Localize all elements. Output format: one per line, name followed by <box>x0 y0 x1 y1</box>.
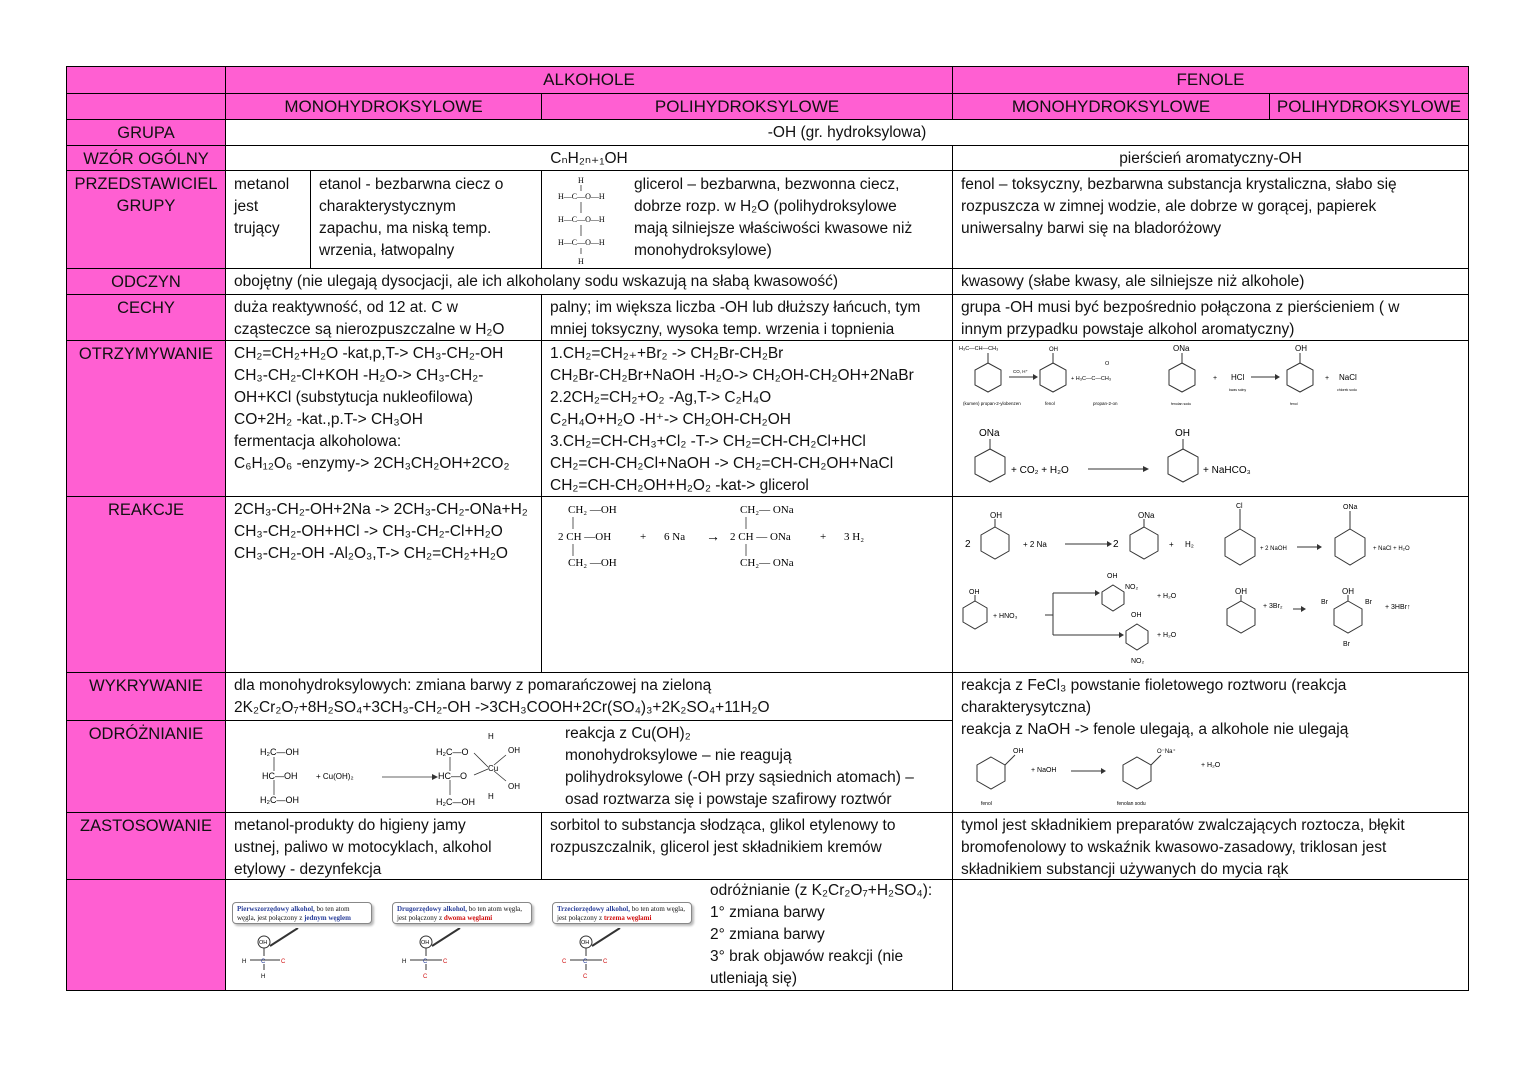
copper-glycerol-diagram <box>252 725 552 811</box>
oh-label: OH <box>990 511 1002 520</box>
odroznianie-line: osad roztwarza się i powstaje szafirowy roztwór <box>565 791 892 808</box>
oh-label: OH <box>508 746 520 755</box>
metanol-cell <box>225 170 311 269</box>
metanol-line: jest <box>234 198 259 215</box>
glycerol-h-top: H <box>578 176 584 185</box>
naoh-label: + 2 NaOH <box>1260 546 1287 552</box>
reakcje-line: CH₃-CH₂-OH -Al₂O₃,T-> CH₂=CH₂+H₂O <box>234 545 508 562</box>
fenol-line: fenol – toksyczny, bezbarwna substancja krystaliczna, słabo się <box>961 176 1397 193</box>
zastosowanie-line: tymol jest składnikiem preparatów zwalczających roztocza, błękit <box>961 817 1405 834</box>
coef-label: 2 <box>1113 539 1119 550</box>
label-cechy: CECHY <box>66 294 226 341</box>
comparison-table <box>66 66 1469 991</box>
odczyn-alkohole: obojętny (nie ulegają dysocjacji, ale ich alkoholany sodu wskazują na słabą kwasowość) <box>225 268 953 295</box>
label-odroznianie: ODRÓŻNIANIE <box>66 720 226 813</box>
nahco3-label: + NaHCO₃ <box>1203 465 1251 476</box>
otrzymywanie-line: 2.2CH₂=CH₂+O₂ -Ag,T-> C₂H₄O <box>550 389 772 406</box>
benzene-ring <box>1123 757 1151 789</box>
fenol-reactions-diagram <box>953 497 1468 672</box>
wzor-alkohole: CₙH₂ₙ₊₁OH <box>225 145 953 171</box>
coef-label: 2 <box>965 539 971 550</box>
ona-label: ONa <box>1138 511 1155 520</box>
benzene-ring <box>1334 601 1362 633</box>
plus-sign: + <box>820 531 827 543</box>
cechy-poli <box>541 294 953 341</box>
glicerol-line: glicerol – bezbarwna, bezwonna ciecz, <box>634 176 900 193</box>
cechy-line: palny; im większa liczba -OH lub dłuższy łańcuch, tym <box>550 299 921 316</box>
otrzymywanie-line: 1.CH₂=CH₂₊+Br₂ -> CH₂Br-CH₂Br <box>550 345 784 362</box>
card-em: jednym węglem <box>304 914 351 922</box>
wykrywanie-line: dla monohydroksylowych: zmiana barwy z pomarańczowej na zieloną <box>234 677 712 694</box>
odroznianie-line: reakcja z Cu(OH)₂ <box>565 725 691 742</box>
otrzymywanie-line: CO+2H₂ -kat.,p.T-> CH₃OH <box>234 411 423 428</box>
nacl-name: chlorek sodu <box>1337 388 1357 392</box>
c-label: C <box>261 959 266 965</box>
zastosowanie-line: ustnej, paliwo w motocyklach, alkohol <box>234 839 492 856</box>
oh-label: OH <box>1235 587 1247 596</box>
header-alkohole-poli: POLIHYDROKSYLOWE <box>541 93 953 120</box>
benzene-ring <box>977 757 1005 789</box>
otrzymywanie-line: CH₂Br-CH₂Br+NaOH -H₂O-> CH₂OH-CH₂OH+2NaBr <box>550 367 914 384</box>
benzene-ring <box>1040 363 1066 392</box>
card-text: bo ten atom węgla, jest połączony z <box>557 905 685 922</box>
rzedowosc-line: 3° brak objawów reakcji (nie <box>710 948 904 965</box>
cechy-line: grupa -OH musi być bezpośrednio połączona z pierścieniem ( w <box>961 299 1400 316</box>
h-label: H <box>488 732 494 741</box>
cechy-line: duża reaktywność, od 12 at. C w <box>234 299 459 316</box>
fenol-line: uniwersalny barwi się na bladoróżowy <box>961 220 1222 237</box>
glycerol-sodium-reaction <box>542 497 952 672</box>
plus-label: + <box>1213 375 1218 382</box>
glycerol-row: H—C—O—H <box>558 215 605 224</box>
fenolan-name: fenolan sodu <box>1171 402 1192 406</box>
wykrywanie-fenole-line: charakterysytczna) <box>961 699 1092 716</box>
fenol-synthesis-diagram <box>953 341 1468 496</box>
otrzymywanie-poli <box>541 340 953 497</box>
nacl-h2o-label: + NaCl + H₂O <box>1373 546 1410 552</box>
benzene-ring <box>1169 363 1195 392</box>
card-pierwszorzedowy <box>232 902 372 924</box>
header-corner-1 <box>66 66 226 94</box>
reakcje-line: 2CH₃-CH₂-OH+2Na -> 2CH₃-CH₂-ONa+H₂ <box>234 501 528 518</box>
label-reakcje: REAKCJE <box>66 496 226 673</box>
rzedowosc-line: 2° zmiana barwy <box>710 926 825 943</box>
formula-text: HC—O <box>438 771 467 781</box>
metanol-line: metanol <box>234 176 290 193</box>
label-przedstawiciel-line1: PRZEDSTAWICIEL <box>74 175 218 193</box>
otrzymywanie-fenole <box>952 340 1469 497</box>
benzene-ring <box>975 449 1005 482</box>
zastosowanie-fenole <box>952 812 1469 880</box>
etanol-line: charakterystycznym <box>319 198 456 215</box>
oh-label: OH <box>421 940 430 946</box>
plus-sign: + <box>640 531 647 543</box>
glycerol-h-bottom: H <box>578 257 584 266</box>
benzene-ring <box>1126 624 1148 650</box>
h2o-label: + H₂O <box>1201 762 1221 769</box>
glicerol-line: dobrze rozp. w H₂O (polihydroksylowe <box>634 198 897 215</box>
oh-label: OH <box>1131 612 1142 619</box>
formula-text: CH₂ —OH <box>568 557 617 569</box>
metanol-line: trujący <box>234 220 280 237</box>
cechy-fenole <box>952 294 1469 341</box>
zastosowanie-poli <box>541 812 953 880</box>
benzene-ring <box>1102 585 1124 611</box>
formula-text: HC—OH <box>262 771 298 781</box>
hcl-label: HCl <box>1231 373 1245 382</box>
header-corner-2 <box>66 93 226 120</box>
hcl-name: kwas solny <box>1229 388 1247 392</box>
c-label: C <box>423 974 428 980</box>
fenol-naoh-diagram <box>967 743 1267 809</box>
otrzymywanie-line: CH₃-CH₂-Cl+KOH -H₂O-> CH₃-CH₂- <box>234 367 484 384</box>
c-label: C <box>423 959 428 965</box>
otrzymywanie-line: OH+KCl (substytucja nukleofilowa) <box>234 389 474 406</box>
header-fenole-poli: POLIHYDROKSYLOWE <box>1269 93 1469 120</box>
otrzymywanie-line: CH₂=CH-CH₂Cl+NaOH -> CH₂=CH-CH₂OH+NaCl <box>550 455 894 472</box>
plus-label: + <box>1169 540 1174 549</box>
reakcje-mono <box>225 496 542 673</box>
acetone-label: + H₃C—C—CH₃ <box>1071 376 1112 382</box>
c-label: C <box>603 959 608 965</box>
formula-text: 3 H₂ <box>844 531 865 543</box>
formula-text: 2 CH — ONa <box>730 531 791 543</box>
zastosowanie-line: rozpuszczalnik, glicerol jest składnikiem kremów <box>550 839 882 856</box>
oh-label: OH <box>581 940 590 946</box>
label-empty-last <box>66 879 226 991</box>
card-em: trzema węglami <box>603 914 652 922</box>
glicerol-line: mają silniejsze właściwości kwasowe niż <box>634 220 913 237</box>
reakcje-poli <box>541 496 953 673</box>
h2o-label: + H₂O <box>1157 593 1177 600</box>
br2-label: + 3Br₂ <box>1263 603 1283 610</box>
co2-label: + CO₂ + H₂O <box>1011 465 1069 476</box>
rzedowosc-line: utleniają się) <box>710 970 798 987</box>
fenol-line: rozpuszcza w zimnej wodzie, ale dobrze w gorącej, papierek <box>961 198 1377 215</box>
card-text: bo ten atom węgla, jest połączony z <box>237 905 350 922</box>
c-label: C <box>443 959 448 965</box>
label-wykrywanie: WYKRYWANIE <box>66 672 226 721</box>
benzene-ring <box>963 601 987 629</box>
formula-text: CH₂— ONa <box>740 557 794 569</box>
h-label: H <box>488 792 494 801</box>
empty-fenole-last <box>952 879 1469 991</box>
oh-label: OH <box>1342 587 1354 596</box>
fenol-name: fenol <box>1045 401 1055 406</box>
rzedowosc-line: odróżnianie (z K₂Cr₂O₇+H₂SO₄): <box>710 882 933 899</box>
oh-label: OH <box>1049 347 1058 353</box>
card-em: dwoma węglami <box>443 914 493 922</box>
otrzymywanie-line: fermentacja alkoholowa: <box>234 433 402 450</box>
oh-label: OH <box>508 782 520 791</box>
reakcje-fenole <box>952 496 1469 673</box>
etanol-cell <box>310 170 542 269</box>
etanol-line: zapachu, ma niską temp. <box>319 220 492 237</box>
label-przedstawiciel <box>66 170 226 269</box>
propanon-name: propan-2-on <box>1093 401 1118 406</box>
cechy-line: cząsteczce są nierozpuszczalne w H₂O <box>234 321 505 338</box>
oh-label: OH <box>969 589 980 596</box>
odczyn-fenole: kwasowy (słabe kwasy, ale silniejsze niż alkohole) <box>952 268 1469 295</box>
odroznianie-line: polihydroksylowe (-OH przy sąsiednich atomach) – <box>565 769 914 786</box>
header-fenole: FENOLE <box>952 66 1469 94</box>
fenol-cell <box>952 170 1469 269</box>
benzene-ring <box>975 363 1001 392</box>
otrzymywanie-mono <box>225 340 542 497</box>
wykrywanie-fenole-line: reakcja z FeCl₃ powstanie fioletowego roztworu (reakcja <box>961 677 1347 694</box>
zastosowanie-line: sorbitol to substancja słodząca, glikol etylenowy to <box>550 817 896 834</box>
header-alkohole: ALKOHOLE <box>225 66 953 94</box>
label-grupa: GRUPA <box>66 119 226 146</box>
oh-label: OH <box>1013 748 1024 755</box>
br-label: Br <box>1321 599 1328 606</box>
c-label: C <box>562 959 567 965</box>
label-zastosowanie: ZASTOSOWANIE <box>66 812 226 880</box>
ona-label: ONa <box>1173 344 1190 353</box>
zastosowanie-line: bromofenolowy to wskaźnik kwasowo-zasadowy, triklosan jest <box>961 839 1387 856</box>
label-wzor: WZÓR OGÓLNY <box>66 145 226 171</box>
glicerol-cell <box>541 170 953 269</box>
reakcje-line: CH₃-CH₂-OH+HCl -> CH₃-CH₂-Cl+H₂O <box>234 523 503 540</box>
formula-text: 6 Na <box>664 531 686 543</box>
card-trzeciorzedowy <box>552 902 692 924</box>
cu-label: Cu <box>488 764 499 773</box>
ona-label: ONa <box>1343 504 1358 511</box>
benzene-ring <box>1225 529 1255 565</box>
no2-label: NO₂ <box>1131 658 1145 665</box>
glycerol-row: H—C—O—H <box>558 192 605 201</box>
reaction-arrow: → <box>706 530 720 545</box>
oh-label: OH <box>1107 573 1118 580</box>
oh-label: OH <box>259 940 268 946</box>
odroznianie-fenole-line: reakcja z NaOH -> fenole ulegają, a alkohole nie ulegają <box>961 721 1349 738</box>
c-label: C <box>583 974 588 980</box>
formula-text: H₂C—OH <box>260 795 299 805</box>
wykrywanie-odroznianie-fenole <box>952 672 1469 813</box>
cechy-line: mniej toksyczny, wysoka temp. wrzenia i topnienia <box>550 321 895 338</box>
otrzymywanie-line: 3.CH₂=CH-CH₃+Cl₂ -T-> CH₂=CH-CH₂Cl+HCl <box>550 433 866 450</box>
etanol-line: etanol - bezbarwna ciecz o <box>319 176 504 193</box>
h2o-label: + H₂O <box>1157 632 1177 639</box>
benzene-ring <box>1335 529 1365 565</box>
benzene-ring <box>1287 363 1313 392</box>
fenol-name: fenol <box>1290 402 1298 406</box>
cumene-name: (kumen) propan-2-ylobenzen <box>963 401 1021 406</box>
h-label: H <box>402 959 407 965</box>
na-label: + 2 Na <box>1023 540 1047 549</box>
h-label: H <box>242 959 247 965</box>
header-fenole-mono: MONOHYDROKSYLOWE <box>952 93 1270 120</box>
oh-label: OH <box>1295 344 1307 353</box>
nacl-label: NaCl <box>1339 373 1357 382</box>
odroznianie-alkohole <box>225 720 953 813</box>
hbr-label: + 3HBr↑ <box>1385 604 1411 611</box>
cumene-label: H₃C—CH—CH₃ <box>959 346 999 352</box>
condition-label: CO, H⁺ <box>1013 369 1028 374</box>
formula-text: CH₂— ONa <box>740 504 794 516</box>
wykrywanie-alkohole <box>225 672 953 721</box>
header-alkohole-mono: MONOHYDROKSYLOWE <box>225 93 542 120</box>
no2-label: NO₂ <box>1125 584 1139 591</box>
rzedowosc-line: 1° zmiana barwy <box>710 904 825 921</box>
h-label: H <box>261 974 266 980</box>
otrzymywanie-line: CH₂=CH-CH₂OH+H₂O₂ -kat-> glicerol <box>550 477 809 494</box>
card-bold: Pierwszorzędowy alkohol, <box>237 905 315 913</box>
glicerol-line: monohydroksylowe) <box>634 242 772 259</box>
benzene-ring <box>1168 449 1198 482</box>
alcohol-order-structures <box>226 928 706 990</box>
wykrywanie-line: 2K₂Cr₂O₇+8H₂SO₄+3CH₃-CH₂-OH ->3CH₃COOH+2Cr(SO₄)₃+2K₂SO₄+11H₂O <box>234 699 770 716</box>
wzor-fenole: pierścień aromatyczny-OH <box>952 145 1469 171</box>
formula-text: CH₂ —OH <box>568 504 617 516</box>
card-drugorzedowy <box>392 902 532 924</box>
benzene-ring <box>981 527 1009 559</box>
label-odczyn: ODCZYN <box>66 268 226 295</box>
glycerol-row: H—C—O—H <box>558 238 605 247</box>
otrzymywanie-line: C₂H₄O+H₂O -H⁺-> CH₂OH-CH₂OH <box>550 411 791 428</box>
zastosowanie-line: składnikiem substancji używanych do mycia rąk <box>961 861 1289 878</box>
cl-label: Cl <box>1236 503 1243 510</box>
cechy-mono <box>225 294 542 341</box>
formula-text: H₂C—OH <box>260 747 299 757</box>
hno3-label: + HNO₃ <box>993 613 1018 620</box>
br-label: Br <box>1365 599 1372 606</box>
ona-label: ONa <box>979 428 1000 439</box>
formula-text: H₂C—OH <box>436 797 475 807</box>
zastosowanie-line: etylowy - dezynfekcja <box>234 861 382 878</box>
formula-text: H₂C—O <box>436 747 469 757</box>
benzene-ring <box>1227 601 1255 633</box>
fenolan-name: fenolan sodu <box>1117 801 1146 807</box>
etanol-line: wrzenia, łatwopalny <box>319 242 455 259</box>
rzedowosc-cell <box>225 879 953 991</box>
naoh-label: + NaOH <box>1031 767 1057 774</box>
card-bold: Drugorzędowy alkohol, <box>397 905 467 913</box>
fenol-name: fenol <box>981 801 992 807</box>
rzedowosc-text <box>710 880 950 990</box>
c-label: C <box>583 959 588 965</box>
cechy-line: innym przypadku powstaje alkohol aromatyczny) <box>961 321 1295 338</box>
card-bold: Trzeciorzędowy alkohol, <box>557 905 630 913</box>
benzene-ring <box>1130 527 1158 559</box>
h2-label: H₂ <box>1185 540 1194 549</box>
br-label: Br <box>1343 641 1350 648</box>
odroznianie-line: monohydroksylowe – nie reagują <box>565 747 792 764</box>
otrzymywanie-line: CH₂=CH₂+H₂O -kat,p,T-> CH₃-CH₂-OH <box>234 345 504 362</box>
oh-label: OH <box>1175 428 1190 439</box>
label-otrzymywanie: OTRZYMYWANIE <box>66 340 226 497</box>
cuoh2-label: + Cu(OH)₂ <box>316 772 354 781</box>
zastosowanie-line: metanol-produkty do higieny jamy <box>234 817 466 834</box>
glycerol-structure <box>550 173 626 267</box>
otrzymywanie-line: C₆H₁₂O₆ -enzymy-> 2CH₃CH₂OH+2CO₂ <box>234 455 510 472</box>
card-text: bo ten atom węgla, jest połączony z <box>397 905 523 922</box>
label-przedstawiciel-line2: GRUPY <box>116 197 176 215</box>
zastosowanie-mono <box>225 812 542 880</box>
plus-label: + <box>1325 375 1330 382</box>
c-label: C <box>281 959 286 965</box>
ona-label: O⁻Na⁺ <box>1157 749 1176 755</box>
grupa-value: -OH (gr. hydroksylowa) <box>225 119 1469 146</box>
oxygen-label: O <box>1105 361 1110 367</box>
formula-text: 2 CH —OH <box>558 531 612 543</box>
